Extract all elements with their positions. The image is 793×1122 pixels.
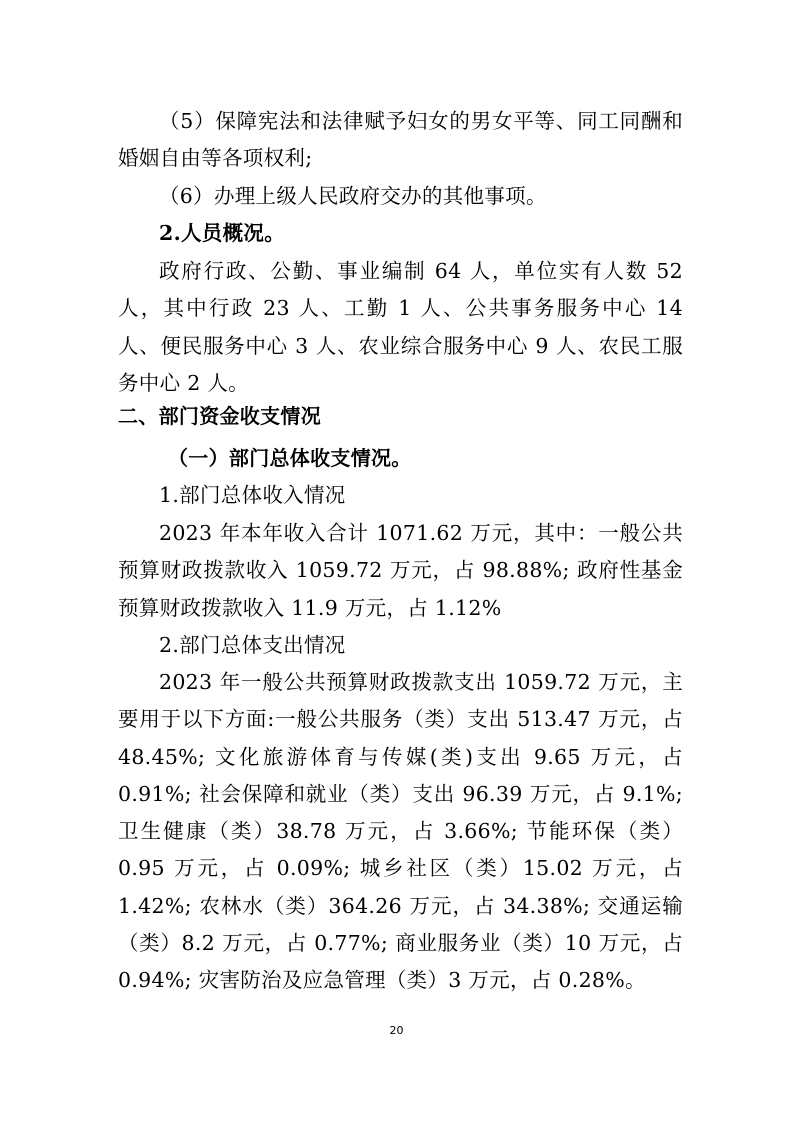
- staff-paragraph: 政府行政、公勤、事业编制 64 人，单位实有人数 52 人，其中行政 23 人、工勤 1 人、公共事务服务中心 14 人、便民服务中心 3 人、农业综合服务中心 9 人、农民工服务中心 2 人。: [118, 259, 683, 395]
- staff-section-heading: 2.人员概况。: [159, 221, 286, 245]
- expense-paragraph: 2023 年一般公共预算财政拨款支出 1059.72 万元，主要用于以下方面:一般公共服务（类）支出 513.47 万元，占 48.45%; 文化旅游体育与传媒(类)支出 9.65 万元，占 0.91%; 社会保障和就业（类）支出 96.39 万元，占 9.1%; 卫生健康（类）38.78 万元，占 3.66%; 节能环保（类）0.95 万元，占 0.09%; 城乡社区（类）15.02 万元，占 1.42%; 农林水（类）364.26 万元，占 34.38%; 交通运输（类）8.2 万元，占 0.77%; 商业服务业（类）10 万元，占 0.94%; 灾害防治及应急管理（类）3 万元，占 0.28%。: [118, 670, 683, 993]
- income-heading: 1.部门总体收入情况: [159, 483, 346, 507]
- item-5-paragraph: （5）保障宪法和法律赋予妇女的男女平等、同工同酬和婚姻自由等各项权利;: [118, 109, 683, 171]
- chapter-2-heading: 二、部门资金收支情况: [118, 404, 321, 428]
- overall-budget-heading: （一）部门总体收支情况。: [168, 446, 412, 470]
- page-number: 20: [389, 1024, 404, 1037]
- income-paragraph: 2023 年本年收入合计 1071.62 万元，其中：一般公共预算财政拨款收入 1059.72 万元，占 98.88%; 政府性基金预算财政拨款收入 11.9 万元，占 1.12%: [118, 521, 683, 620]
- item-6-paragraph: （6）办理上级人民政府交办的其他事项。: [159, 184, 547, 208]
- expense-heading: 2.部门总体支出情况: [159, 633, 346, 657]
